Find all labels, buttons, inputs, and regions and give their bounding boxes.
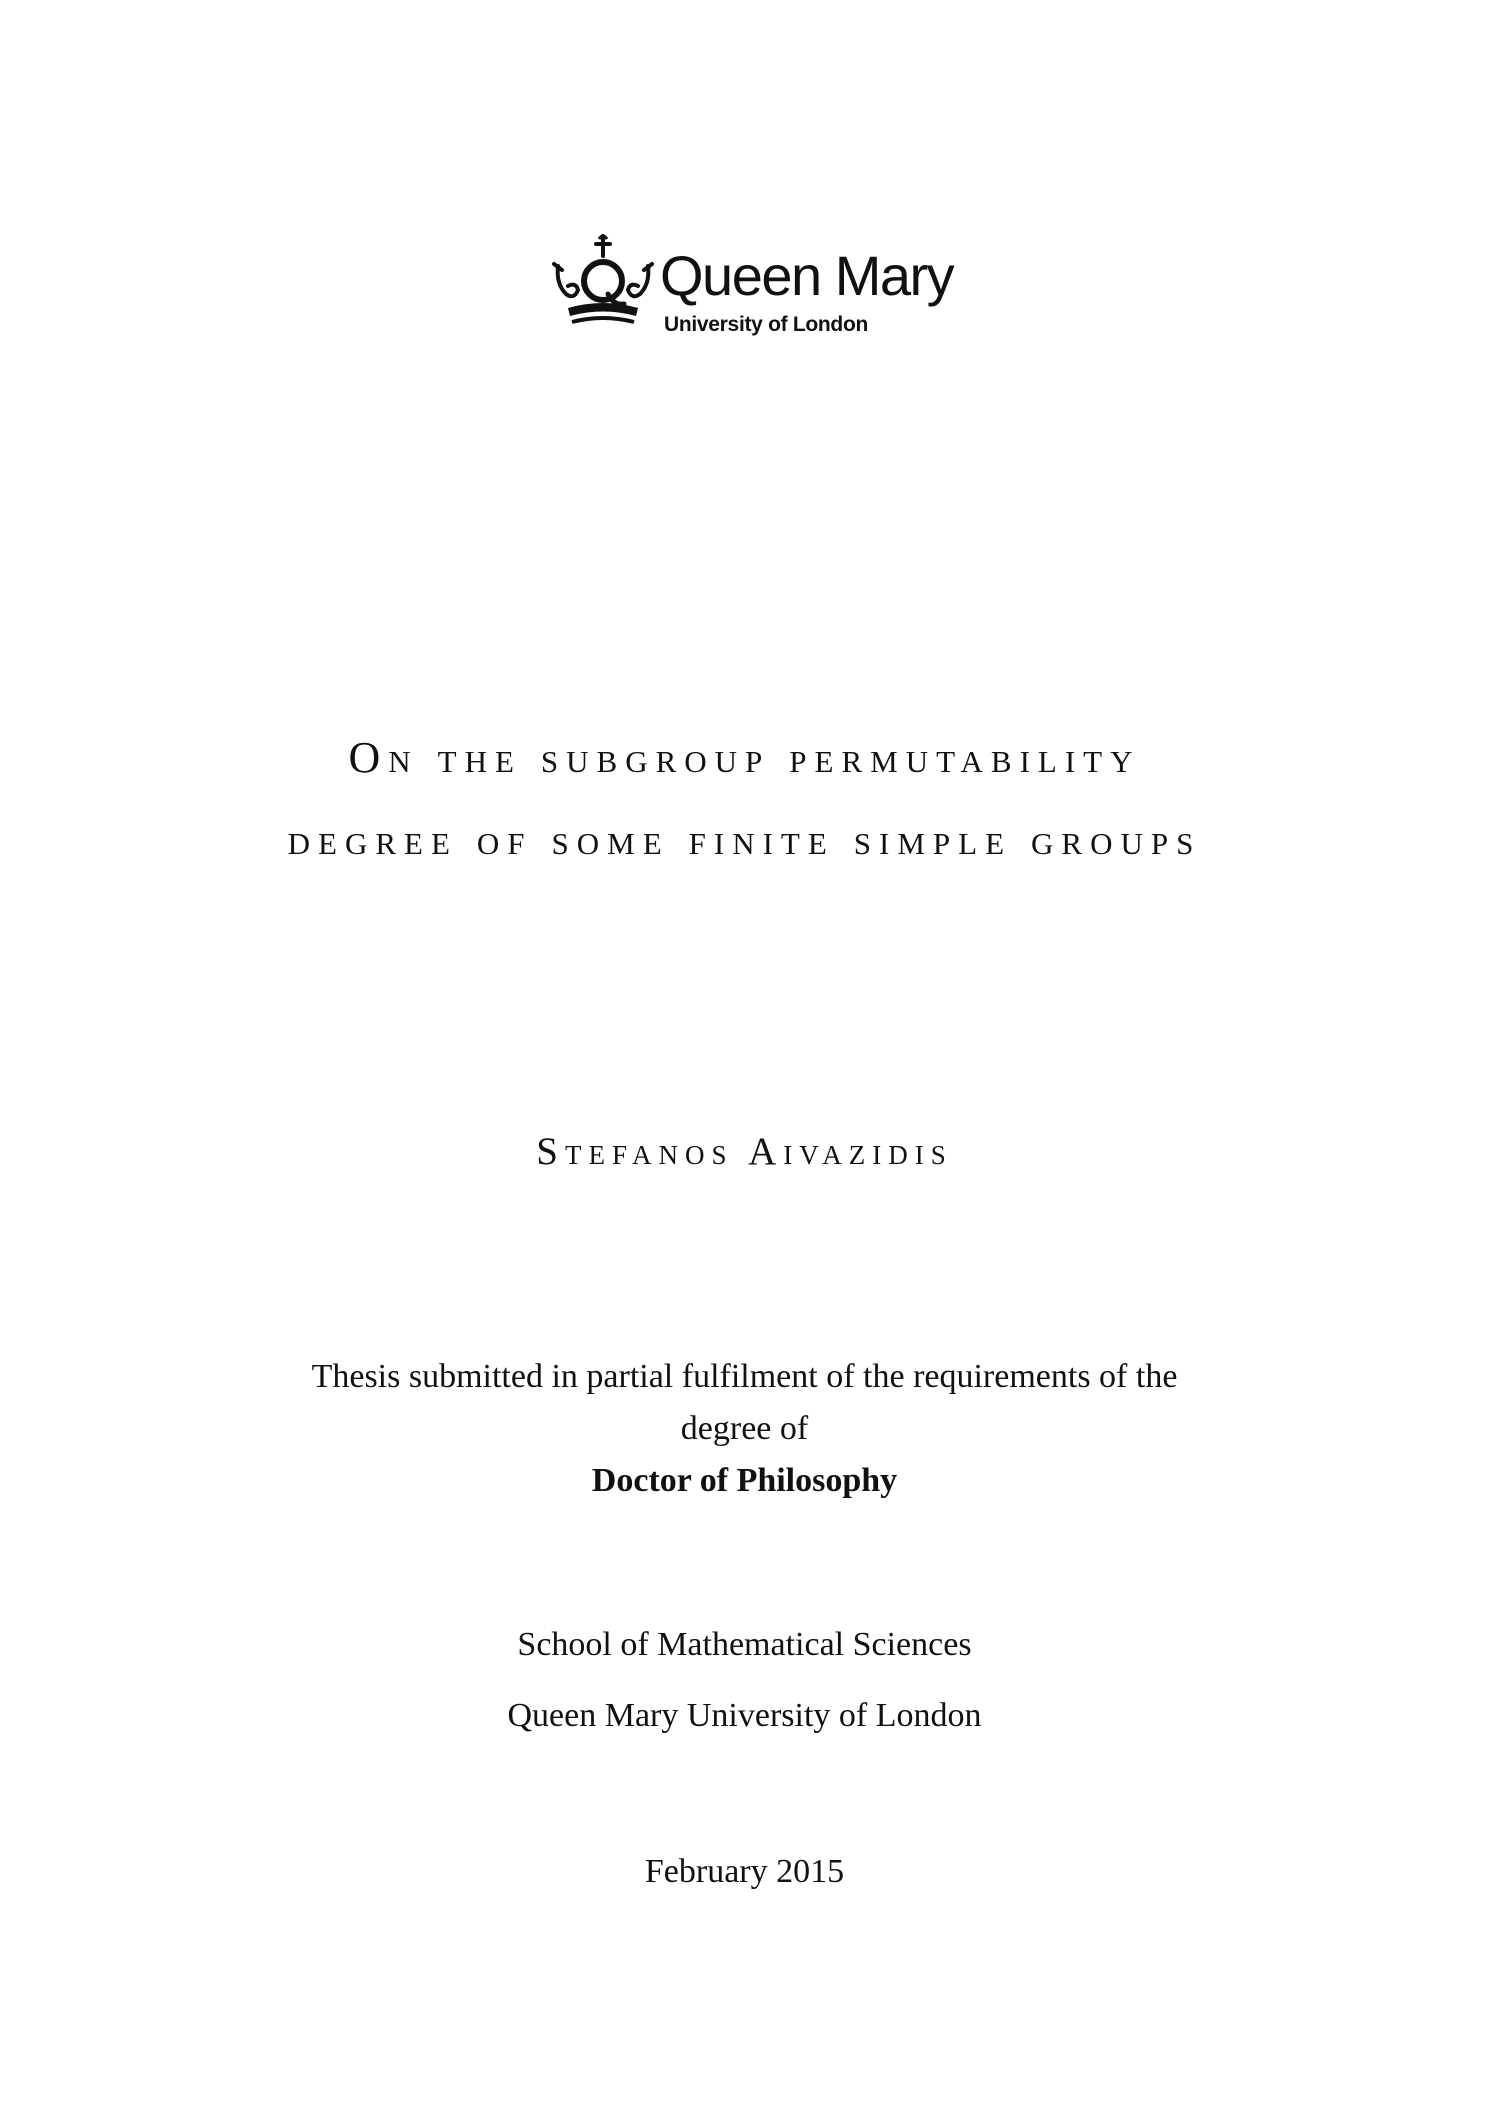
submission-statement-line-1: Thesis submitted in partial fulfilment of the requirements of the	[311, 1358, 1178, 1395]
author-name: Stefanos Aivazidis	[536, 1130, 953, 1173]
submission-statement-line-2: degree of	[680, 1410, 809, 1447]
degree-name: Doctor of Philosophy	[591, 1462, 898, 1499]
thesis-title-line-2: degree of some finite simple groups	[287, 815, 1202, 864]
logo-subtitle: University of London	[664, 313, 869, 336]
submission-date: February 2015	[644, 1853, 845, 1890]
logo-name: Queen Mary	[660, 244, 954, 307]
thesis-title-line-1: On the subgroup permutability	[348, 733, 1141, 782]
crown-q-crest-icon	[552, 234, 654, 334]
school-name: School of Mathematical Sciences	[517, 1626, 972, 1663]
university-name: Queen Mary University of London	[507, 1697, 982, 1734]
university-logo	[552, 234, 952, 342]
